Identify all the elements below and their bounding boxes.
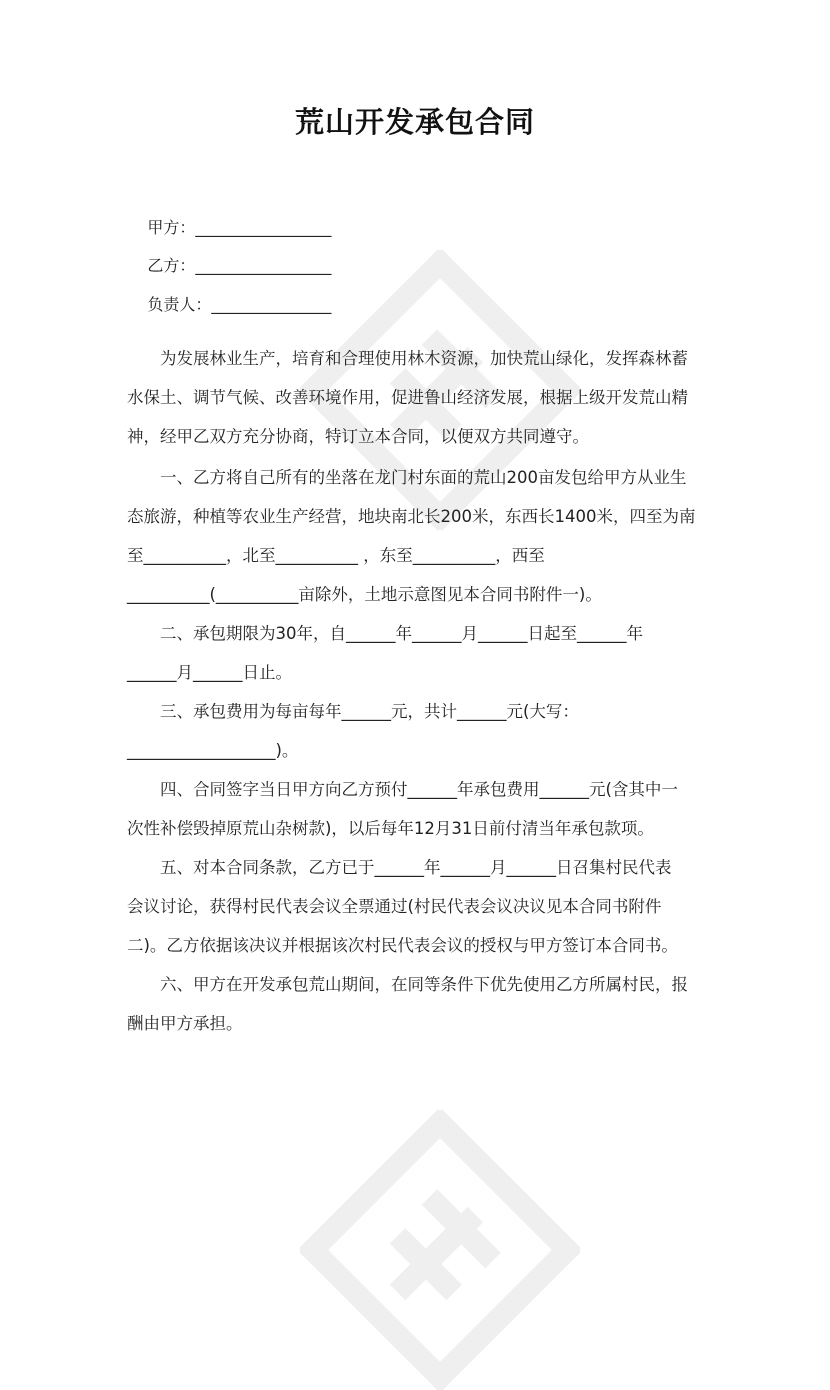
watermark-icon bbox=[300, 1110, 580, 1390]
paragraph-line: 三、承包费用为每亩每年______元，共计______元(大写： bbox=[160, 702, 579, 721]
party-b-blank: _________________ bbox=[195, 256, 332, 275]
paragraph-line: 水保土、调节气候、改善环境作用，促进鲁山经济发展，根据上级开发荒山精 bbox=[127, 388, 688, 407]
document-title: 荒山开发承包合同 bbox=[294, 105, 535, 139]
paragraph-clause-3 bbox=[127, 692, 707, 770]
paragraph-line: 会议讨论，获得村民代表会议全票通过(村民代表会议决议见本合同书附件 bbox=[127, 897, 662, 916]
party-b-label: 乙方： bbox=[147, 256, 196, 275]
paragraph-line: 态旅游，种植等农业生产经营，地块南北长200米，东西长1400米，四至为南 bbox=[127, 507, 696, 526]
paragraph-line: 二)。乙方依据该决议并根据该次村民代表会议的授权与甲方签订本合同书。 bbox=[127, 936, 678, 955]
party-a-blank: _________________ bbox=[195, 218, 332, 237]
paragraph-line: __________(__________亩除外，土地示意图见本合同书附件一)。 bbox=[127, 585, 602, 604]
paragraph-clause-2 bbox=[127, 614, 707, 692]
paragraph-intro bbox=[127, 339, 707, 456]
paragraph-clause-4 bbox=[127, 770, 707, 848]
paragraph-line: 一、乙方将自己所有的坐落在龙门村东面的荒山200亩发包给甲方从业生 bbox=[160, 468, 687, 487]
paragraph-line: 六、甲方在开发承包荒山期间，在同等条件下优先使用乙方所属村民，报 bbox=[160, 975, 688, 994]
paragraph-line: 至__________，北至__________ ，东至__________，西至 bbox=[127, 546, 545, 565]
paragraph-line: 为发展林业生产，培育和合理使用林木资源，加快荒山绿化，发挥森林蓄 bbox=[160, 349, 688, 368]
paragraph-line: 酬由甲方承担。 bbox=[127, 1014, 243, 1033]
responsible-person-field bbox=[127, 273, 331, 334]
paragraph-line: 二、承包期限为30年，自______年______月______日起至______年 bbox=[160, 624, 643, 643]
paragraph-clause-5 bbox=[127, 848, 707, 965]
party-a-label: 甲方： bbox=[147, 218, 196, 237]
paragraph-line: 五、对本合同条款，乙方已于______年______月______日召集村民代表 bbox=[160, 858, 672, 877]
paragraph-line: 次性补偿毁掉原荒山杂树款)，以后每年12月31日前付清当年承包款项。 bbox=[127, 819, 654, 838]
paragraph-line: __________________)。 bbox=[127, 741, 299, 760]
paragraph-line: 神，经甲乙双方充分协商，特订立本合同，以便双方共同遵守。 bbox=[127, 427, 589, 446]
responsible-person-label: 负责人： bbox=[147, 295, 212, 314]
paragraph-clause-6 bbox=[127, 965, 707, 1043]
responsible-person-blank: _______________ bbox=[211, 295, 332, 314]
paragraph-line: ______月______日止。 bbox=[127, 663, 292, 682]
paragraph-clause-1 bbox=[127, 458, 707, 614]
paragraph-line: 四、合同签字当日甲方向乙方预付______年承包费用______元(含其中一 bbox=[160, 780, 678, 799]
